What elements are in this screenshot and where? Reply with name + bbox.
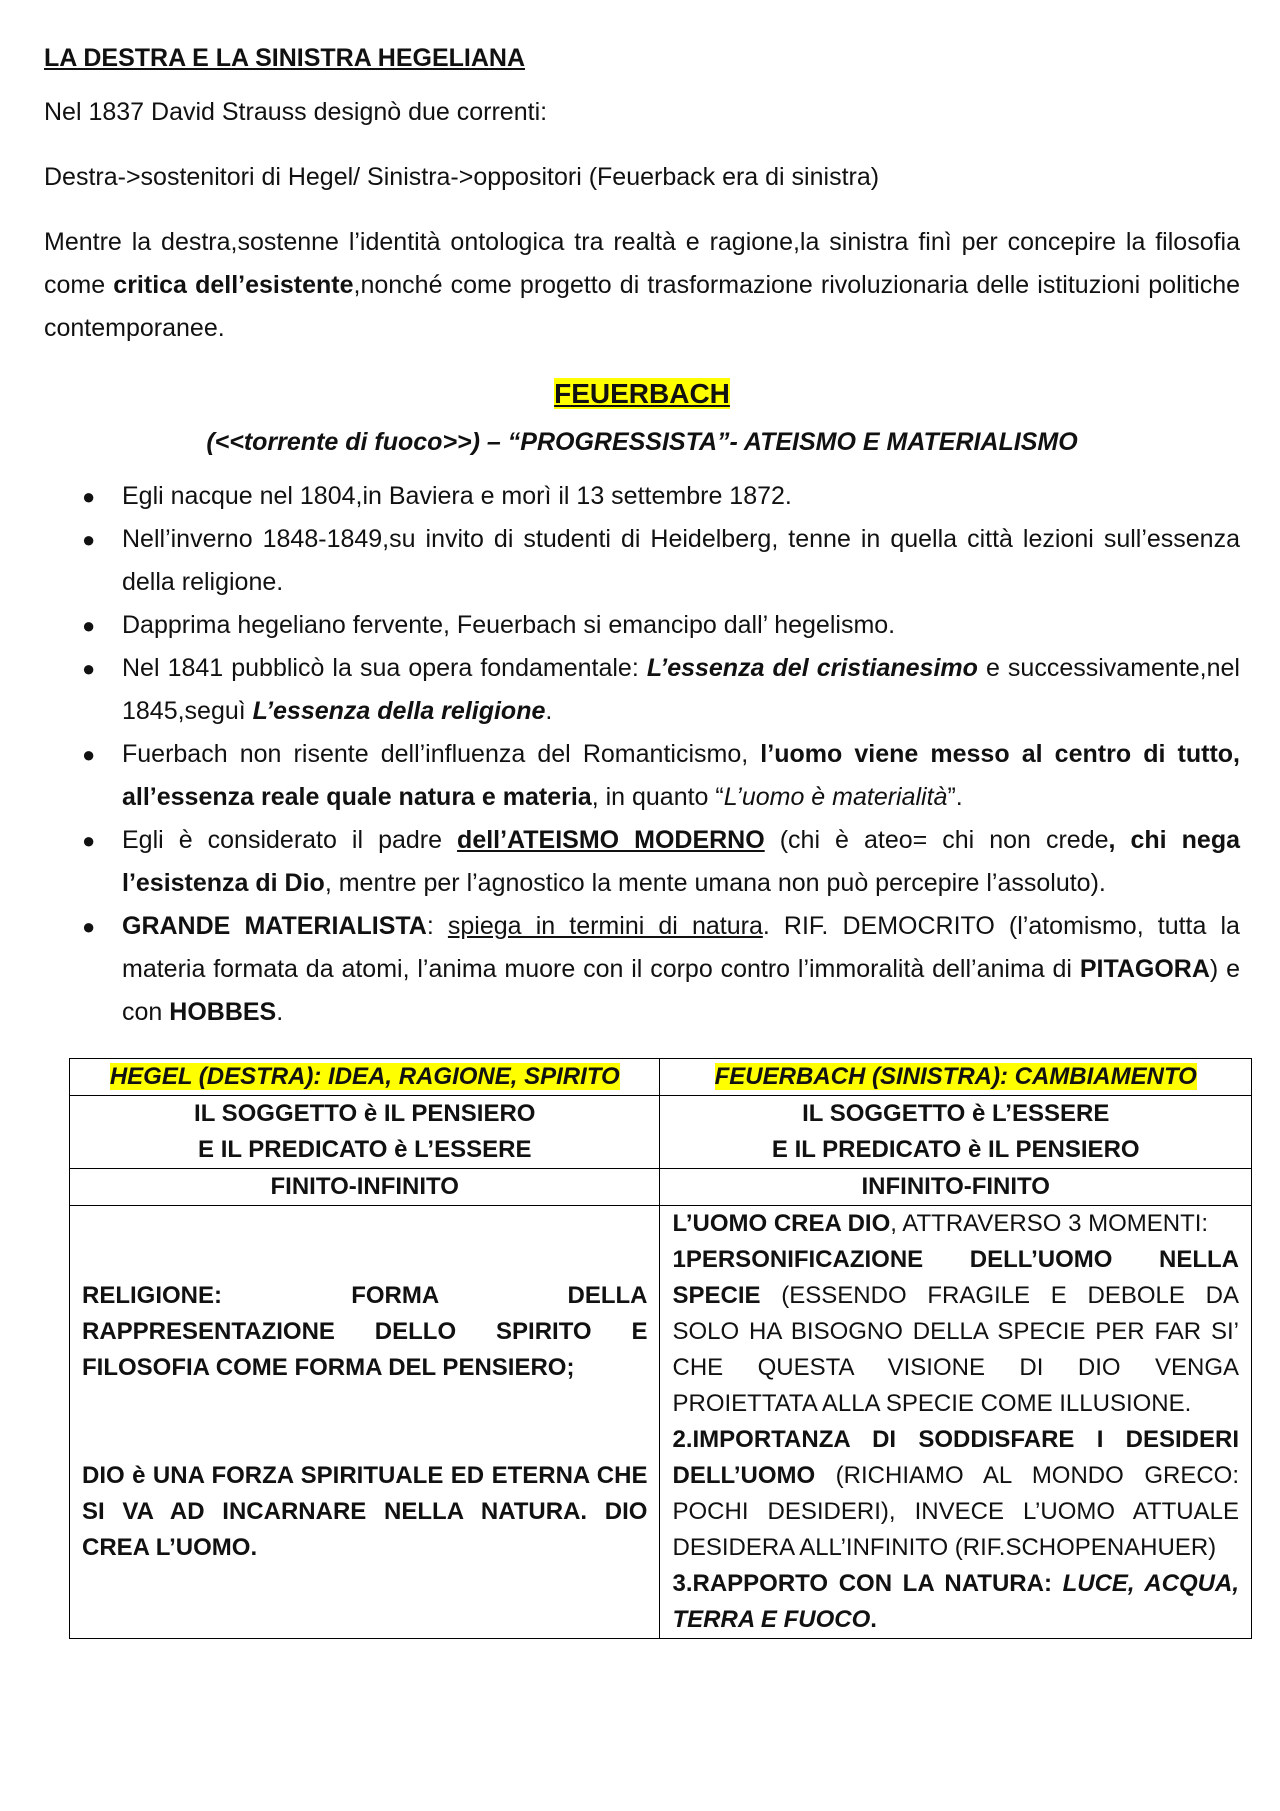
table-cell: FINITO-INFINITO — [70, 1169, 660, 1206]
feuerbach-point-2 — [672, 1422, 1239, 1566]
intro-paragraph — [44, 221, 1240, 350]
bullet-list — [44, 475, 1240, 1034]
bullet-6-ateismo: dell’ATEISMO MODERNO — [457, 826, 765, 854]
bullet-4-a: Nel 1841 pubblicò la sua opera fondamentale: — [122, 654, 647, 682]
feuerbach-subtitle: (<<torrente di fuoco>>) – “PROGRESSISTA”- ATEISMO E MATERIALISMO — [206, 428, 1078, 456]
list-item — [82, 647, 1240, 733]
bullet-icon: ● — [82, 613, 96, 638]
intro-line-1: Nel 1837 David Strauss designò due correnti: — [44, 98, 548, 126]
table-cell — [660, 1096, 1252, 1169]
bullet-icon: ● — [82, 914, 96, 939]
bullet-4-c: e successivamente,nel 1845,seguì — [122, 654, 1240, 725]
intro-text-c: ,nonché come progetto di trasformazione rivoluzionaria delle istituzioni politiche contemporanee. — [44, 271, 1240, 342]
bullet-4-book-1: L’essenza del cristianesimo — [646, 654, 978, 682]
feuerbach-p3-elements: LUCE, ACQUA, TERRA E FUOCO — [672, 1570, 1239, 1633]
table-cell — [660, 1206, 1252, 1639]
table-row — [70, 1059, 1252, 1096]
bullet-5-quote: L’uomo è materialità — [723, 783, 948, 811]
feuerbach-p2-bold: 2.IMPORTANZA DI SODDISFARE I DESIDERI DELL’UOMO — [672, 1426, 1239, 1489]
hegel-subject-line-1: IL SOGGETTO è IL PENSIERO — [194, 1100, 536, 1127]
hegel-header-text: HEGEL (DESTRA): IDEA, RAGIONE, SPIRITO — [109, 1063, 620, 1090]
bullet-icon: ● — [82, 828, 96, 853]
list-item — [82, 475, 1240, 518]
table-cell — [70, 1096, 660, 1169]
intro-text-a: Mentre la destra,sostenne l’identità ontologica tra realtà e ragione,la sinistra finì per concepire la filosofia come — [44, 228, 1240, 299]
bullet-icon: ● — [82, 656, 96, 681]
feuerbach-p0-bold: L’UOMO CREA DIO — [672, 1210, 891, 1237]
bullet-6-a: Egli è considerato il padre — [122, 826, 458, 854]
feuerbach-point-1 — [672, 1242, 1239, 1422]
feuerbach-p0-text: , ATTRAVERSO 3 MOMENTI: — [890, 1210, 1209, 1237]
bullet-4-book-2: L’essenza della religione — [252, 697, 546, 725]
feuerbach-p1-bold: 1PERSONIFICAZIONE DELL’UOMO NELLA SPECIE — [672, 1246, 1239, 1309]
hegel-dio-text: DIO è UNA FORZA SPIRITUALE ED ETERNA CHE SI VA AD INCARNARE NELLA NATURA. DIO CREA L’UOMO. — [82, 1462, 648, 1561]
bullet-7-materialista: GRANDE MATERIALISTA — [122, 912, 427, 940]
bullet-icon: ● — [82, 742, 96, 767]
feuerbach-p1-text: (ESSENDO FRAGILE E DEBOLE DA SOLO HA BISOGNO DELLA SPECIE PER FAR SI’ CHE QUESTA VISIONE DI DIO VENGA PROIETTATA ALLA SPECIE COME ILLUSIONE. — [672, 1282, 1239, 1417]
bullet-4-e: . — [545, 697, 553, 725]
comparison-table — [69, 1058, 1252, 1639]
bullet-7-b: : — [426, 912, 448, 940]
bullet-7-f: ) e con — [122, 955, 1240, 1026]
bullet-5-a: Fuerbach non risente dell’influenza del Romanticismo, — [122, 740, 761, 768]
table-row — [70, 1169, 1252, 1206]
intro-text-bold: critica dell’esistente — [113, 271, 354, 299]
bullet-1-text: Egli nacque nel 1804,in Baviera e morì il 13 settembre 1872. — [122, 482, 792, 510]
bullet-5-c: , in quanto “ — [591, 783, 724, 811]
feuerbach-p2-text: (RICHIAMO AL MONDO GRECO: POCHI DESIDERI), INVECE L’UOMO ATTUALE DESIDERA ALL’INFINITO (RIF.SCHOPENAHUER) — [672, 1462, 1239, 1561]
bullet-2-text: Nell’inverno 1848-1849,su invito di studenti di Heidelberg, tenne in quella città lezioni sull’essenza della religione. — [122, 525, 1240, 596]
table-header-feuerbach — [660, 1059, 1252, 1096]
bullet-7-h: . — [276, 998, 284, 1026]
bullet-5-bold: l’uomo viene messo al centro di tutto, all’essenza reale quale natura e materia — [122, 740, 1241, 811]
bullet-5-e: ”. — [947, 783, 963, 811]
feuerbach-p3-bold: 3.RAPPORTO CON LA NATURA: — [672, 1570, 1063, 1597]
table-cell — [70, 1206, 660, 1639]
feuerbach-subject-line-2: E IL PREDICATO è IL PENSIERO — [771, 1136, 1140, 1163]
list-item — [82, 733, 1241, 819]
feuerbach-header-text: FEUERBACH (SINISTRA): CAMBIAMENTO — [714, 1063, 1197, 1090]
list-item — [82, 518, 1240, 604]
feuerbach-p3-end: . — [870, 1606, 877, 1633]
bullet-6-e: , mentre per l’agnostico la mente umana non può percepire l’assoluto). — [324, 869, 1106, 897]
feuerbach-point-0 — [672, 1206, 1239, 1242]
table-header-hegel — [70, 1059, 660, 1096]
list-item — [82, 905, 1240, 1034]
bullet-7-underlined: spiega in termini di natura — [447, 912, 763, 940]
bullet-icon: ● — [82, 484, 96, 509]
bullet-7-pitagora: PITAGORA — [1079, 955, 1210, 983]
bullet-7-d: . RIF. DEMOCRITO (l’atomismo, tutta la materia formata da atomi, l’anima muore con il corpo contro l’immoralità dell’anima di — [122, 912, 1240, 983]
table-row — [70, 1096, 1252, 1169]
table-cell: INFINITO-FINITO — [660, 1169, 1252, 1206]
page-title: LA DESTRA E LA SINISTRA HEGELIANA — [44, 44, 526, 72]
hegel-religione-text: RELIGIONE: FORMA DELLA RAPPRESENTAZIONE DELLO SPIRITO E FILOSOFIA COME FORMA DEL PENSIERO; — [82, 1282, 648, 1381]
intro-line-2: Destra->sostenitori di Hegel/ Sinistra->oppositori (Feuerback era di sinistra) — [44, 163, 880, 191]
bullet-3-text: Dapprima hegeliano fervente, Feuerbach si emancipo dall’ hegelismo. — [122, 611, 896, 639]
feuerbach-heading-wrap — [44, 378, 1240, 410]
document-page — [44, 44, 1240, 1639]
bullet-7-hobbes: HOBBES — [169, 998, 277, 1026]
list-item — [82, 819, 1240, 905]
list-item — [82, 604, 1240, 647]
table-row — [70, 1206, 1252, 1639]
feuerbach-point-3 — [672, 1566, 1239, 1638]
feuerbach-subject-line-1: IL SOGGETTO è L’ESSERE — [802, 1100, 1110, 1127]
feuerbach-heading: FEUERBACH — [554, 378, 730, 409]
hegel-subject-line-2: E IL PREDICATO è L’ESSERE — [198, 1136, 532, 1163]
bullet-6-bold: , chi nega l’esistenza di Dio — [122, 826, 1240, 897]
bullet-icon: ● — [82, 527, 96, 552]
bullet-6-c: (chi è ateo= chi non crede — [764, 826, 1109, 854]
